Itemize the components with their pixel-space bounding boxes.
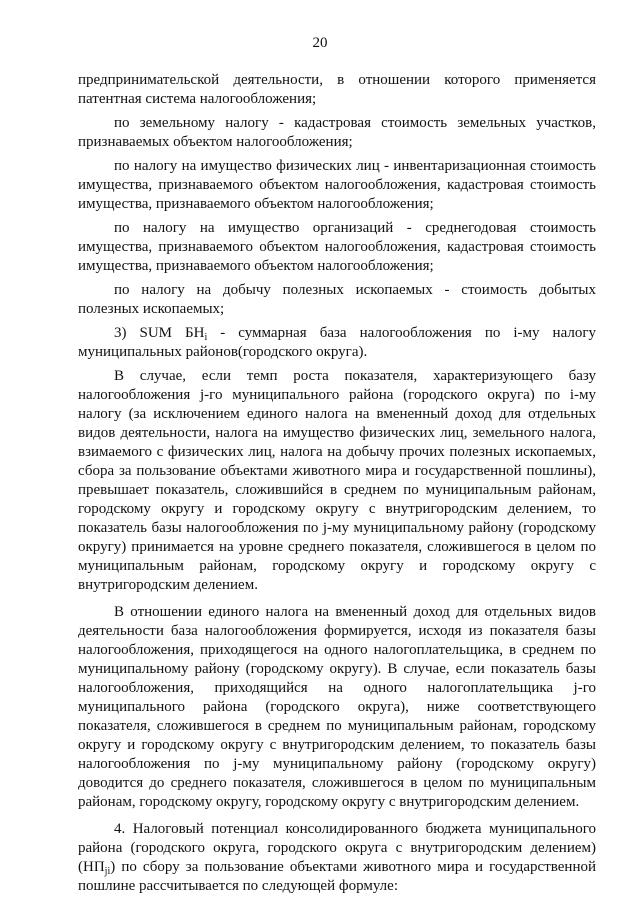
paragraph-tax-potential-part-b: ) по сбору за пользование объектами животного мира и государственной пошлине рассчитывается по следующей формуле: <box>78 859 596 894</box>
subscript-ji: ji <box>104 866 111 877</box>
paragraph-tax-potential <box>78 820 596 896</box>
paragraph-continuation: предпринимательской деятельности, в отношении которого применяется патентная система налогообложения; <box>78 72 596 107</box>
paragraph-land-tax: по земельному налогу - кадастровая стоимость земельных участков, признаваемых объектом налогообложения; <box>78 115 596 150</box>
paragraph-personal-property-tax: по налогу на имущество физических лиц - инвентаризационная стоимость имущества, признаваемого объектом налогообложения, кадастровая стоимость имущества, признаваемого объектом налогообложения; <box>78 158 596 212</box>
paragraph-sum-base-part-b: - суммарная база налогообложения по i-му налогу муниципальных районов(городского округа). <box>78 325 596 360</box>
paragraph-sum-base-part-a: 3) SUM БН <box>114 325 205 341</box>
paragraph-mineral-extraction-tax: по налогу на добычу полезных ископаемых - стоимость добытых полезных ископаемых; <box>78 282 596 317</box>
subscript-i: i <box>204 332 208 343</box>
document-body <box>78 71 596 901</box>
paragraph-sum-base <box>78 324 596 362</box>
paragraph-imputed-income-tax: В отношении единого налога на вмененный доход для отдельных видов деятельности база налогообложения формируется, исходя из показателя базы налогообложения, приходящегося на одного налогоплательщика, в среднем по муниципальному району (городскому округу). В случае, если показатель базы налогообложения, приходящийся на одного налогоплательщика j-го муниципального района (городского округа), ниже соответствующего показателя, сложившегося в среднем по муниципальным районам, городскому округу и городскому округу с внутригородским делением, то показатель базы налогообложения по j-му муниципальному району (городскому округу) доводится до среднего показателя, сложившегося в целом по муниципальным районам, городскому округу, городскому округу с внутригородским делением. <box>78 604 596 810</box>
paragraph-tax-potential-part-a: 4. Налоговый потенциал консолидированного бюджета муниципального района (городского округа, городского округа с внутригородским делением) (НП <box>78 821 596 875</box>
paragraph-growth-rate: В случае, если темп роста показателя, характеризующего базу налогообложения j-го муниципального района (городского округа) по i-му налогу (за исключением единого налога на вмененный доход для отдельных видов деятельности, налога на имущество физических лиц, земельного налога, взимаемого с физических лиц, налога на добычу прочих полезных ископаемых, сбора за пользование объектами животного мира и государственной пошлины), превышает показатель, сложившийся в среднем по муниципальным районам, городскому округу и городскому округу с внутригородским делением, то показатель базы налогообложения по j-му муниципальному району (городскому округу) принимается на уровне среднего показателя, сложившегося в целом по муниципальным районам, городскому округу и городскому округу с внутригородским делением. <box>78 368 596 593</box>
page-number: 20 <box>312 35 328 51</box>
paragraph-organization-property-tax: по налогу на имущество организаций - среднегодовая стоимость имущества, признаваемого объектом налогообложения, кадастровая стоимость имущества, признаваемого объектом налогообложения; <box>78 220 596 274</box>
